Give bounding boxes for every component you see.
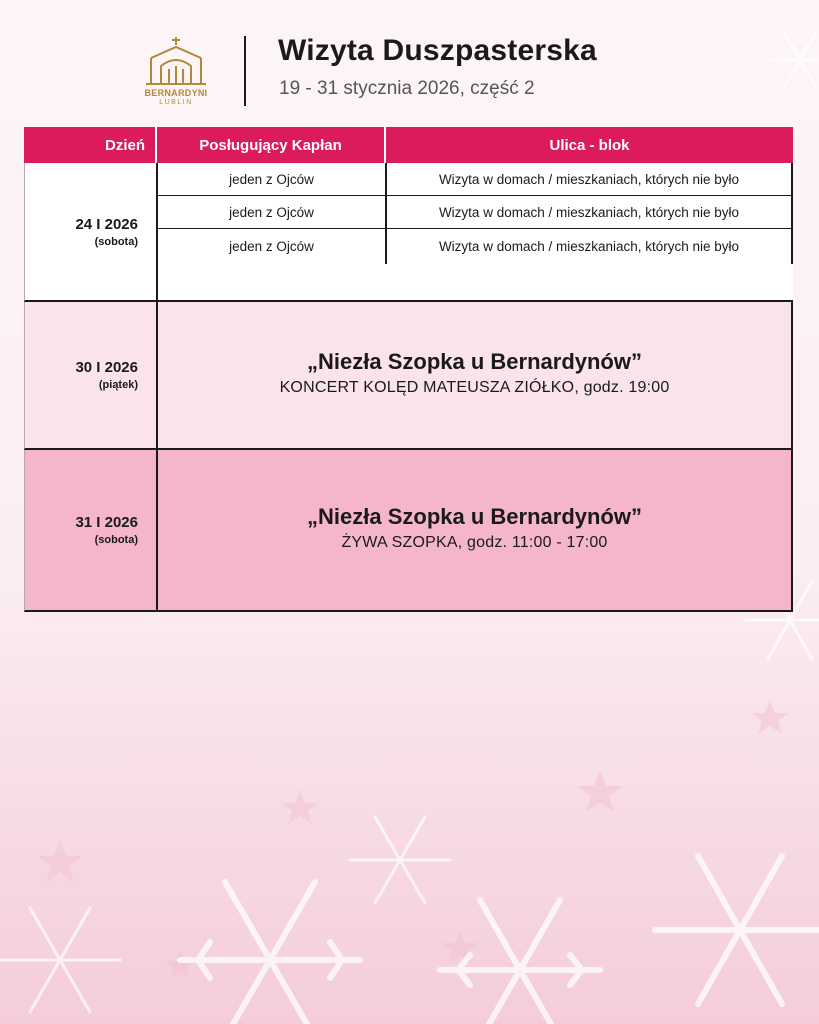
event-cell: [158, 302, 793, 448]
event-cell: [158, 450, 793, 610]
logo-name: BERNARDYNI: [144, 88, 208, 98]
table-row: [24, 163, 793, 302]
table-row: [24, 450, 793, 612]
page-title: Wizyta Duszpasterska: [278, 34, 597, 67]
day-date: 24 I 2026: [75, 215, 138, 233]
day-cell: [25, 302, 158, 448]
visit-entries: [158, 163, 793, 300]
visit-entry: [158, 196, 793, 229]
event-description: KONCERT KOLĘD MATEUSZA ZIÓŁKO, godz. 19:00: [279, 379, 670, 396]
column-header-day: Dzień: [24, 127, 157, 163]
column-header-street: Ulica - blok: [549, 136, 630, 154]
event-title: „Niezła Szopka u Bernardynów”: [307, 504, 642, 529]
schedule-table: [24, 127, 793, 612]
day-cell: [25, 163, 158, 300]
visit-entry: [158, 229, 793, 264]
table-row: [24, 302, 793, 450]
column-header-priest: Posługujący Kapłan: [157, 127, 386, 163]
priest-cell: jeden z Ojców: [158, 229, 387, 264]
street-cell: Wizyta w domach / mieszkaniach, których nie było: [387, 229, 793, 264]
church-icon: [143, 36, 209, 86]
street-cell: Wizyta w domach / mieszkaniach, których nie było: [387, 163, 793, 195]
priest-cell: jeden z Ojców: [158, 196, 387, 228]
day-date: 30 I 2026: [75, 359, 138, 376]
page-subtitle: 19 - 31 stycznia 2026, część 2: [279, 78, 535, 99]
table-header: [24, 127, 793, 163]
bernardyni-logo: [138, 36, 214, 106]
priest-cell: jeden z Ojców: [158, 163, 387, 195]
page-header: [0, 0, 819, 120]
logo-city: LUBLIN: [159, 99, 193, 106]
visit-entry: [158, 163, 793, 196]
event-title: „Niezła Szopka u Bernardynów”: [307, 349, 642, 374]
day-name: (sobota): [94, 534, 138, 546]
day-name: (sobota): [94, 235, 138, 248]
event-description: ŻYWA SZOPKA, godz. 11:00 - 17:00: [341, 534, 608, 551]
day-name: (piątek): [98, 379, 138, 391]
day-date: 31 I 2026: [75, 514, 138, 531]
header-divider: [244, 36, 246, 106]
day-cell: [25, 450, 158, 610]
street-cell: Wizyta w domach / mieszkaniach, których nie było: [387, 196, 793, 228]
